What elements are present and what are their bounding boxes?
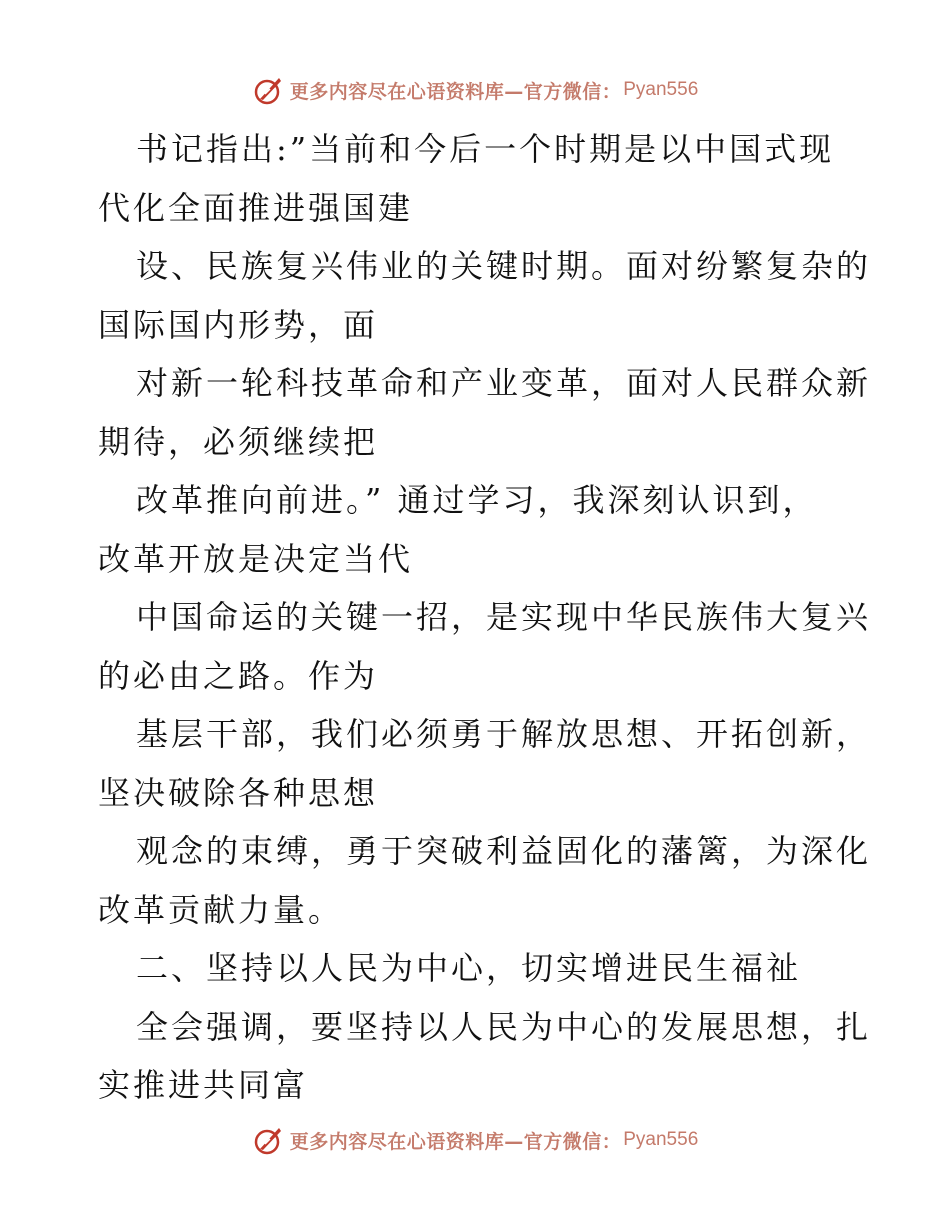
text-line: 改革开放是决定当代 [98,539,414,578]
text-line: 代化全面推进强国建 [98,188,414,227]
text-line: 书记指出:”当前和今后一个时期是以中国式现 [136,130,835,168]
text-line: 国际国内形势，面 [98,305,379,344]
footer-banner [0,1120,950,1160]
text-line: 期待，必须继续把 [98,422,379,461]
text-line: 对新一轮科技革命和产业变革，面对人民群众新 [136,364,872,402]
footer-wechat-id: Pyan556 [623,1129,699,1150]
text-line: 坚决破除各种思想 [98,773,379,812]
text-line: 全会强调，要坚持以人民为中心的发展思想，扎 [136,1007,872,1046]
text-line: 设、民族复兴伟业的关键时期。面对纷繁复杂的 [136,247,872,285]
document-body [98,120,872,1115]
text-line: 二、坚持以人民为中心，切实增进民生福祉 [136,949,802,987]
header-wechat-id: Pyan556 [623,79,699,100]
text-line: 的必由之路。作为 [98,656,379,695]
text-line: 实推进共同富 [98,1066,309,1104]
text-line: 中国命运的关键一招，是实现中华民族伟大复兴 [136,598,872,636]
text-line: 基层干部，我们必须勇于解放思想、开拓创新， [136,715,872,753]
text-line: 改革贡献力量。 [98,890,344,929]
text-line: 观念的束缚，勇于突破利益固化的藩篱，为深化 [136,832,872,870]
text-line: 改革推向前进。” 通过学习，我深刻认识到， [136,481,818,519]
header-banner-text: 更多内容尽在心语资料库—官方微信： [289,80,622,103]
header-banner [0,70,950,110]
footer-banner-text: 更多内容尽在心语资料库—官方微信： [289,1130,622,1153]
quill-pen-circle-icon [252,1123,286,1157]
quill-pen-circle-icon [252,73,286,107]
